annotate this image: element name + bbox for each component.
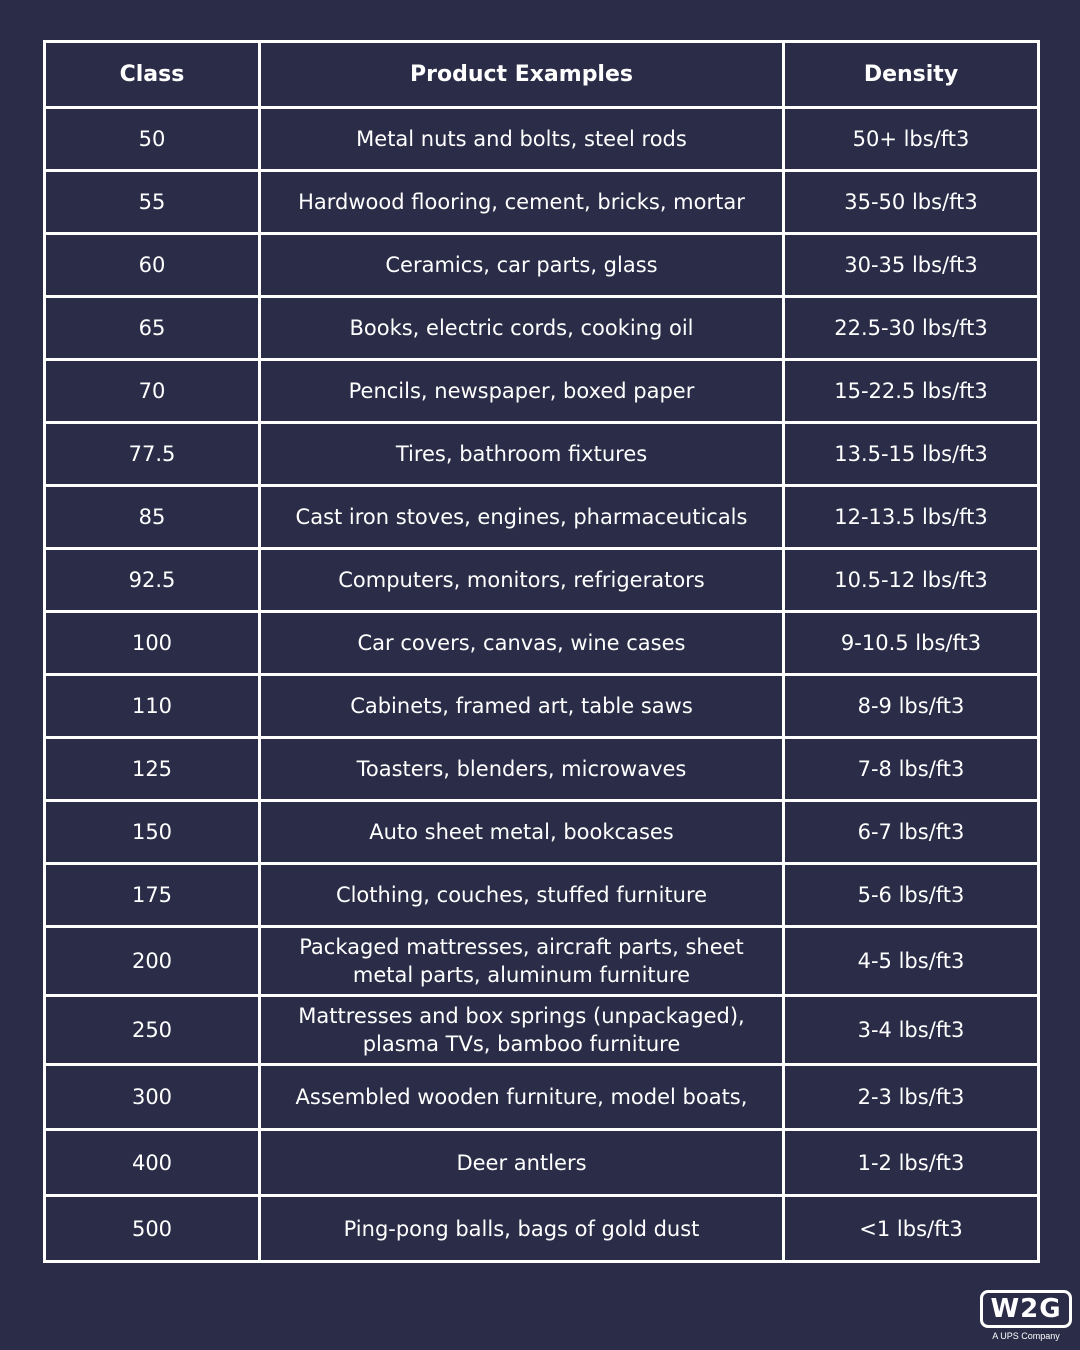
density-cell: 9-10.5 lbs/ft3: [784, 612, 1039, 675]
examples-cell: Cast iron stoves, engines, pharmaceuticals: [260, 486, 784, 549]
table-row: [45, 1065, 1039, 1130]
class-cell: 125: [45, 738, 260, 801]
examples-cell: Clothing, couches, stuffed furniture: [260, 864, 784, 927]
class-cell: 55: [45, 171, 260, 234]
table-header-row: [45, 42, 1039, 108]
examples-cell: Packaged mattresses, aircraft parts, sheet metal parts, aluminum furniture: [260, 927, 784, 996]
class-cell: 110: [45, 675, 260, 738]
class-cell: 100: [45, 612, 260, 675]
density-cell: 7-8 lbs/ft3: [784, 738, 1039, 801]
table-row: [45, 234, 1039, 297]
examples-cell: Cabinets, framed art, table saws: [260, 675, 784, 738]
density-cell: 35-50 lbs/ft3: [784, 171, 1039, 234]
class-cell: 50: [45, 108, 260, 171]
table-row: [45, 864, 1039, 927]
table-row: [45, 108, 1039, 171]
examples-cell: Car covers, canvas, wine cases: [260, 612, 784, 675]
density-cell: 1-2 lbs/ft3: [784, 1130, 1039, 1196]
class-cell: 250: [45, 996, 260, 1065]
examples-cell: Toasters, blenders, microwaves: [260, 738, 784, 801]
table-row: [45, 1130, 1039, 1196]
table-row: [45, 738, 1039, 801]
examples-cell: Mattresses and box springs (unpackaged), plasma TVs, bamboo furniture: [260, 996, 784, 1065]
table-row: [45, 549, 1039, 612]
examples-cell: Tires, bathroom fixtures: [260, 423, 784, 486]
examples-cell: Auto sheet metal, bookcases: [260, 801, 784, 864]
table-row: [45, 927, 1039, 996]
column-header-density: Density: [784, 42, 1039, 108]
table-row: [45, 486, 1039, 549]
examples-cell: Pencils, newspaper, boxed paper: [260, 360, 784, 423]
w2g-logo: [978, 1290, 1074, 1346]
class-cell: 400: [45, 1130, 260, 1196]
table-row: [45, 360, 1039, 423]
density-cell: 15-22.5 lbs/ft3: [784, 360, 1039, 423]
class-cell: 85: [45, 486, 260, 549]
table-row: [45, 675, 1039, 738]
density-cell: 12-13.5 lbs/ft3: [784, 486, 1039, 549]
examples-cell: Books, electric cords, cooking oil: [260, 297, 784, 360]
table-row: [45, 171, 1039, 234]
class-cell: 92.5: [45, 549, 260, 612]
class-cell: 500: [45, 1196, 260, 1262]
examples-cell: Ceramics, car parts, glass: [260, 234, 784, 297]
class-cell: 77.5: [45, 423, 260, 486]
column-header-class: Class: [45, 42, 260, 108]
examples-cell: Deer antlers: [260, 1130, 784, 1196]
density-cell: 3-4 lbs/ft3: [784, 996, 1039, 1065]
class-cell: 300: [45, 1065, 260, 1130]
class-cell: 175: [45, 864, 260, 927]
table-row: [45, 996, 1039, 1065]
logo-tagline: A UPS Company: [992, 1331, 1060, 1341]
class-cell: 150: [45, 801, 260, 864]
class-cell: 70: [45, 360, 260, 423]
table-row: [45, 801, 1039, 864]
table-row: [45, 423, 1039, 486]
density-cell: 6-7 lbs/ft3: [784, 801, 1039, 864]
examples-cell: Metal nuts and bolts, steel rods: [260, 108, 784, 171]
class-cell: 60: [45, 234, 260, 297]
logo-mark: W2G: [980, 1290, 1072, 1328]
class-cell: 200: [45, 927, 260, 996]
examples-cell: Assembled wooden furniture, model boats,: [260, 1065, 784, 1130]
table-row: [45, 1196, 1039, 1262]
class-cell: 65: [45, 297, 260, 360]
density-cell: 13.5-15 lbs/ft3: [784, 423, 1039, 486]
density-cell: 2-3 lbs/ft3: [784, 1065, 1039, 1130]
density-cell: 22.5-30 lbs/ft3: [784, 297, 1039, 360]
density-cell: 5-6 lbs/ft3: [784, 864, 1039, 927]
column-header-product-examples: Product Examples: [260, 42, 784, 108]
density-cell: 4-5 lbs/ft3: [784, 927, 1039, 996]
density-cell: 8-9 lbs/ft3: [784, 675, 1039, 738]
examples-cell: Computers, monitors, refrigerators: [260, 549, 784, 612]
examples-cell: Hardwood flooring, cement, bricks, mortar: [260, 171, 784, 234]
table-row: [45, 612, 1039, 675]
density-cell: 30-35 lbs/ft3: [784, 234, 1039, 297]
table-row: [45, 297, 1039, 360]
freight-class-table: [43, 40, 1040, 1263]
density-cell: 10.5-12 lbs/ft3: [784, 549, 1039, 612]
examples-cell: Ping-pong balls, bags of gold dust: [260, 1196, 784, 1262]
density-cell: 50+ lbs/ft3: [784, 108, 1039, 171]
density-cell: <1 lbs/ft3: [784, 1196, 1039, 1262]
